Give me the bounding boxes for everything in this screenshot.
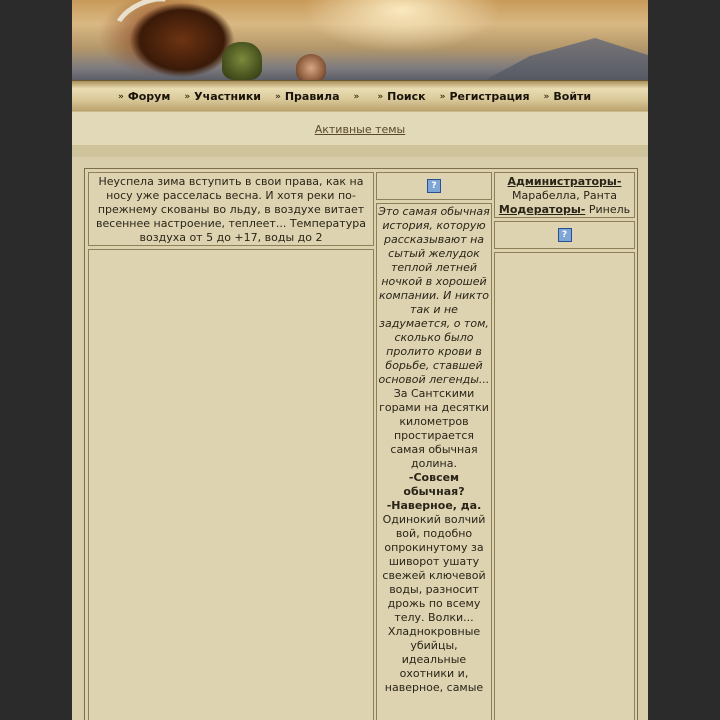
double-arrow-icon: » — [275, 91, 281, 102]
nav-items — [118, 81, 605, 112]
story-text — [376, 203, 492, 720]
double-arrow-icon: » — [377, 91, 384, 102]
double-arrow-icon: » — [353, 91, 360, 102]
double-arrow-icon: » — [118, 91, 124, 102]
right-panel — [494, 252, 635, 720]
admins-label[interactable]: Администраторы- — [507, 175, 622, 188]
page — [72, 0, 648, 720]
admins-names: Марабелла, Ранта — [511, 189, 617, 202]
story-para-2: Одинокий волчий вой, подобно опрокинутому за шиворот ушату свежей ключевой воды, разносит дрожь по всему телу. Волки... Хладнокровные убийцы, идеальные охотники и, наверное, самые — [382, 513, 486, 694]
double-arrow-icon: » — [439, 91, 446, 102]
header-banner — [72, 0, 648, 80]
left-panel — [88, 249, 374, 720]
divider-strip — [72, 145, 648, 157]
mods-names: Ринель — [588, 203, 631, 216]
story-intro: Это самая обычная история, которую рассказывают на сытый желудок теплой летней ночкой в хорошей компании. И никто так и не задумается, о том, сколько было пролито крови в борьбе, ставшей основой легенды... — [378, 205, 490, 386]
nav-rules[interactable] — [275, 90, 339, 103]
nav-members[interactable] — [184, 90, 261, 103]
middle-image-cell — [376, 172, 492, 200]
nav-forum[interactable] — [118, 90, 170, 103]
nav-search-label: Поиск — [387, 90, 426, 103]
story-answer: -Наверное, да. — [386, 499, 482, 512]
banner-mountain — [452, 38, 648, 80]
banner-orc-figure — [222, 42, 262, 80]
nav-login[interactable] — [544, 90, 592, 103]
staff-list — [494, 172, 635, 218]
banner-human-figure — [296, 54, 326, 80]
story-para-1: За Сантскими горами на десятки километров простирается самая обычная долина. — [379, 387, 489, 470]
sub-navigation — [72, 111, 648, 146]
story-question: -Совсем обычная? — [403, 471, 465, 498]
nav-members-label: Участники — [194, 90, 262, 103]
double-arrow-icon: » — [184, 91, 191, 102]
nav-empty[interactable] — [354, 92, 364, 102]
nav-rules-label: Правила — [284, 90, 340, 103]
announcement: Неуспела зима вступить в свои права, как на носу уже расселась весна. И хотя реки по-прежнему скованы во льду, в воздухе витает весеннее настроение, теплеет... Температура воздуха от 5 до +17, воды до 2 — [88, 172, 374, 246]
nav-forum-label: Форум — [127, 90, 171, 103]
broken-image-icon: ? — [558, 228, 572, 242]
double-arrow-icon: » — [543, 91, 550, 102]
main-navigation — [72, 80, 648, 112]
active-topics-link[interactable]: Активные темы — [314, 123, 406, 136]
content-table — [84, 168, 638, 720]
broken-image-icon: ? — [427, 179, 441, 193]
nav-search[interactable] — [377, 90, 425, 103]
nav-register-label: Регистрация — [449, 90, 530, 103]
nav-login-label: Войти — [553, 90, 592, 103]
right-image-cell — [494, 221, 635, 249]
mods-label[interactable]: Модераторы- — [498, 203, 586, 216]
nav-register[interactable] — [440, 90, 530, 103]
